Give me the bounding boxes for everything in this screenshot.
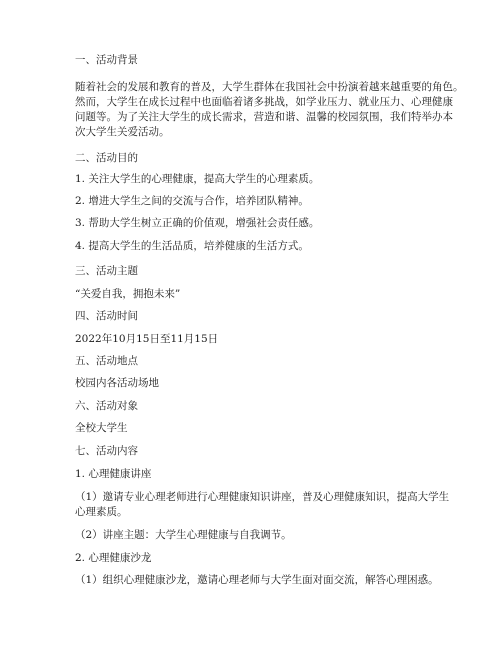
section-heading-content: 七、活动内容 <box>75 445 138 457</box>
goal-item: 2. 增进大学生之间的交流与合作，培养团队精神。 <box>75 195 309 207</box>
content-item-title: 2. 心理健康沙龙 <box>75 552 152 564</box>
section-heading-background: 一、活动背景 <box>75 54 138 66</box>
section-heading-time: 四、活动时间 <box>75 310 138 322</box>
paragraph-line: 随着社会的发展和教育的普及，大学生群体在我国社会中扮演着越来越重要的角色。 <box>75 81 464 93</box>
goal-item: 3. 帮助大学生树立正确的价值观，增强社会责任感。 <box>75 217 320 229</box>
location-text: 校园内各活动场地 <box>75 377 159 389</box>
content-sub-item: 心理素质。 <box>75 506 128 518</box>
theme-text: “关爱自我，拥抱未来” <box>75 288 181 300</box>
section-heading-location: 五、活动地点 <box>75 355 138 367</box>
paragraph-line: 次大学生关爱活动。 <box>75 126 170 138</box>
content-sub-item: （1）组织心理健康沙龙，邀请心理老师与大学生面对面交流，解答心理困惑。 <box>75 574 439 586</box>
paragraph-line: 然而，大学生在成长过程中也面临着诸多挑战，如学业压力、就业压力、心理健康 <box>75 96 453 108</box>
content-item-title: 1. 心理健康讲座 <box>75 468 152 480</box>
section-heading-theme: 三、活动主题 <box>75 265 138 277</box>
target-text: 全校大学生 <box>75 422 128 434</box>
section-heading-purpose: 二、活动目的 <box>75 152 138 164</box>
goal-item: 1. 关注大学生的心理健康，提高大学生的心理素质。 <box>75 173 320 185</box>
content-sub-item: （1）邀请专业心理老师进行心理健康知识讲座，普及心理健康知识，提高大学生 <box>75 491 450 503</box>
goal-item: 4. 提高大学生的生活品质，培养健康的生活方式。 <box>75 240 309 252</box>
paragraph-line: 问题等。为了关注大学生的成长需求，营造和谐、温馨的校园氛围，我们特举办本 <box>75 111 453 123</box>
time-text: 2022年10月15日至11月15日 <box>75 333 219 345</box>
content-sub-item: （2）讲座主题：大学生心理健康与自我调节。 <box>75 529 292 541</box>
section-heading-target: 六、活动对象 <box>75 400 138 412</box>
